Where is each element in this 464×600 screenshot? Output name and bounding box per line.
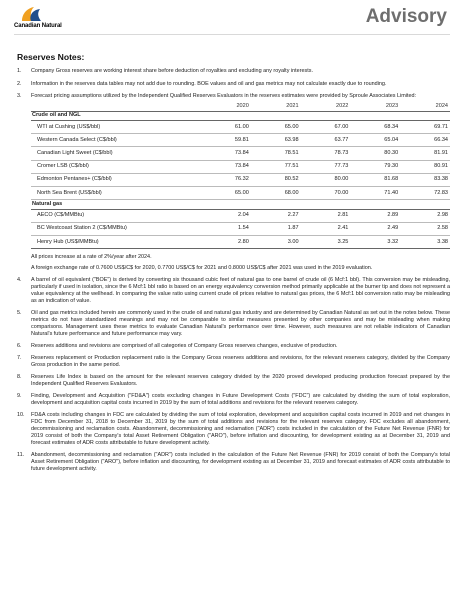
price-value-cell: 69.71 (400, 121, 450, 134)
price-value-cell: 81.91 (400, 147, 450, 160)
note-item (17, 81, 450, 88)
note-text: Information in the reserves data tables may not add due to rounding. BOE values and oil and gas metrics may not calculate exactly due to rounding. (31, 81, 387, 87)
note-number: 6. (17, 343, 22, 350)
price-value-cell: 80.91 (400, 160, 450, 173)
section-title: Reserves Notes: (17, 52, 85, 62)
price-value-cell: 63.98 (251, 134, 301, 147)
price-value-cell: 2.04 (201, 209, 251, 222)
price-benchmark-label: Western Canada Select (C$/bbl) (31, 134, 201, 147)
price-value-cell: 78.73 (301, 147, 351, 160)
note-item (17, 277, 450, 305)
note-item (17, 393, 450, 407)
note-text: Abandonment, decommissioning and reclamation ("ADR") costs included in the calculation of the Future Net Revenue (FNR) for 2019 consist of both the Company's total Asset Retirement Obligation ("ARO"), before inflation and discounting, for development existing as at December 31, 2019 and forecast estimates of ADR costs attributable to future development activity. (31, 452, 450, 473)
price-value-cell: 3.00 (251, 236, 301, 249)
price-value-cell: 61.00 (201, 121, 251, 134)
price-value-cell: 76.32 (201, 173, 251, 186)
table-row (31, 160, 450, 173)
price-value-cell: 65.04 (350, 134, 400, 147)
note-item (17, 343, 450, 350)
table-body (31, 111, 450, 249)
note-item (17, 452, 450, 473)
price-value-cell: 63.77 (301, 134, 351, 147)
note-text: Finding, Development and Acquisition ("FD&A") costs excluding changes in Future Development Costs ("FDC") are calculated by dividing the sum of total exploration, development and acquisition capital costs incurred in 2019 by the sum of total additions and revisions for the relevant reserves category. (31, 393, 450, 407)
year-header: 2022 (301, 103, 351, 111)
note-text: Reserves replacement or Production replacement ratio is the Company Gross reserves additions and revisions, for the relevant reserves category, divided by the Company Gross production in the same period. (31, 355, 450, 369)
price-value-cell: 67.00 (301, 121, 351, 134)
table-header-label (31, 103, 201, 111)
price-value-cell: 2.81 (301, 209, 351, 222)
table-row (31, 147, 450, 160)
note-text: Reserves additions and revisions are comprised of all categories of Company Gross reserves changes, exclusive of production. (31, 343, 338, 350)
note-number: 8. (17, 374, 22, 381)
price-value-cell: 80.30 (350, 147, 400, 160)
price-value-cell: 66.34 (400, 134, 450, 147)
price-value-cell: 3.25 (301, 236, 351, 249)
price-value-cell: 2.49 (350, 222, 400, 235)
price-benchmark-label: AECO (C$/MMBtu) (31, 209, 201, 222)
table-row (31, 186, 450, 199)
table-group-label: Natural gas (31, 200, 450, 210)
table-header-row (31, 103, 450, 111)
price-value-cell: 1.54 (201, 222, 251, 235)
price-value-cell: 71.40 (350, 186, 400, 199)
year-header: 2024 (400, 103, 450, 111)
table-group-row (31, 111, 450, 121)
note-number: 3. (17, 93, 22, 99)
price-benchmark-label: North Sea Brent (US$/bbl) (31, 186, 201, 199)
table-row (31, 209, 450, 222)
price-benchmark-label: WTI at Cushing (US$/bbl) (31, 121, 201, 134)
price-value-cell: 78.51 (251, 147, 301, 160)
table-row (31, 173, 450, 186)
price-value-cell: 65.00 (251, 121, 301, 134)
table-group-row (31, 200, 450, 210)
price-value-cell: 2.80 (201, 236, 251, 249)
price-value-cell: 77.73 (301, 160, 351, 173)
company-name: Canadian Natural (14, 23, 62, 29)
table-group-label: Crude oil and NGL (31, 111, 450, 121)
price-benchmark-label: BC Westcoast Station 2 (C$/MMBtu) (31, 222, 201, 235)
note-text: FD&A costs including changes in FDC are calculated by dividing the sum of total exploration, development and acquisition capital costs incurred in 2019 and net changes in FDC from December 31, 2018 to December 31, 2019 by the sum of total additions and revisions for the relevant reserves category. FDC excludes all abandonment, decommissioning and reclamation costs. Abandonment, decommissioning and reclamation ("ADR") costs included in the calculation of the Future Net Revenue (FNR) for 2019 consist of both the Company's total Asset Retirement Obligation ("ARO"), before inflation and discounting, for development existing as at December 31, 2019 and forecast estimates of ADR costs attributable to future development activity. (31, 412, 450, 447)
note-text: Reserves Life Index is based on the amount for the relevant reserves category divided by the 2020 proved developed producing production forecast prepared by the Independent Qualified Reserves Evaluators. (31, 374, 450, 388)
table-row (31, 222, 450, 235)
price-value-cell: 68.00 (251, 186, 301, 199)
company-logo (14, 6, 76, 32)
price-value-cell: 65.00 (201, 186, 251, 199)
header-divider (14, 34, 450, 35)
note-number: 1. (17, 68, 22, 74)
price-value-cell: 72.83 (400, 186, 450, 199)
price-value-cell: 59.81 (201, 134, 251, 147)
price-value-cell: 80.52 (251, 173, 301, 186)
year-header: 2020 (201, 103, 251, 111)
note-item (17, 412, 450, 447)
note-text: A barrel of oil equivalent ("BOE") is derived by converting six thousand cubic feet of natural gas to one barrel of crude oil (6 Mcf:1 bbl). This conversion may be misleading, particularly if used in isolation, since the 6 Mcf:1 bbl ratio is based on an energy equivalency conversion method primarily applicable at the burner tip and does not represent a value equivalency at the wellhead. In comparing the value ratio using current crude oil prices relative to natural gas prices, the 6 Mcf:1 bbl conversion ratio may be misleading as an indication of value. (31, 277, 450, 305)
note-number: 7. (17, 355, 22, 362)
note-text: Company Gross reserves are working interest share before deduction of royalties and excluding any royalty interests. (31, 68, 313, 74)
note-number: 2. (17, 81, 22, 87)
price-escalation-note: All prices increase at a rate of 2%/year after 2024. (31, 254, 152, 261)
fx-rate-note: A foreign exchange rate of 0.7600 US$/C$ for 2020, 0.7700 US$/C$ for 2021 and 0.8000 US$/C$ after 2021 was used in the 2019 evaluation. (31, 265, 373, 272)
notes-continued (17, 277, 450, 473)
price-value-cell: 3.32 (350, 236, 400, 249)
price-value-cell: 2.58 (400, 222, 450, 235)
flame-logo-icon (20, 6, 42, 22)
price-benchmark-label: Canadian Light Sweet (C$/bbl) (31, 147, 201, 160)
page-title: Advisory (365, 6, 447, 27)
note-item (17, 68, 450, 75)
price-value-cell: 80.00 (301, 173, 351, 186)
note-number: 9. (17, 393, 22, 400)
note-number: 5. (17, 310, 22, 317)
price-value-cell: 68.34 (350, 121, 400, 134)
note-item (17, 93, 450, 100)
table-row (31, 236, 450, 249)
note-text: Forecast pricing assumptions utilized by the Independent Qualified Reserves Evaluators in the reserves estimates were provided by Sproule Associates Limited: (31, 93, 417, 99)
note-item (17, 374, 450, 388)
note-text: Oil and gas metrics included herein are commonly used in the crude oil and natural gas industry and are determined by Canadian Natural as set out in the notes below. These metrics do not have standardized meanings and may not be comparable to similar measures presented by other companies and may be misleading when making comparisons. Management uses these metrics to evaluate Canadian Natural's performance over time. However, such measures are not reliable indicators of Canadian Natural's future performance and future performance may vary. (31, 310, 450, 338)
price-value-cell: 73.84 (201, 160, 251, 173)
note-number: 11. (17, 452, 25, 459)
price-value-cell: 79.30 (350, 160, 400, 173)
price-value-cell: 3.38 (400, 236, 450, 249)
price-value-cell: 77.51 (251, 160, 301, 173)
note-number: 4. (17, 277, 22, 284)
price-value-cell: 2.98 (400, 209, 450, 222)
price-value-cell: 83.38 (400, 173, 450, 186)
price-benchmark-label: Cromer LSB (C$/bbl) (31, 160, 201, 173)
price-value-cell: 81.68 (350, 173, 400, 186)
price-benchmark-label: Edmonton Pentanes+ (C$/bbl) (31, 173, 201, 186)
note-item (17, 355, 450, 369)
note-number: 10. (17, 412, 25, 419)
forecast-price-table (31, 103, 450, 249)
price-benchmark-label: Henry Hub (US$/MMBtu) (31, 236, 201, 249)
price-value-cell: 73.84 (201, 147, 251, 160)
table-row (31, 134, 450, 147)
price-value-cell: 70.00 (301, 186, 351, 199)
price-value-cell: 2.89 (350, 209, 400, 222)
page-header (0, 0, 464, 36)
note-item (17, 310, 450, 338)
table-row (31, 121, 450, 134)
price-value-cell: 2.27 (251, 209, 301, 222)
price-value-cell: 1.87 (251, 222, 301, 235)
notes-list (17, 68, 450, 478)
price-value-cell: 2.41 (301, 222, 351, 235)
year-header: 2023 (350, 103, 400, 111)
year-header: 2021 (251, 103, 301, 111)
